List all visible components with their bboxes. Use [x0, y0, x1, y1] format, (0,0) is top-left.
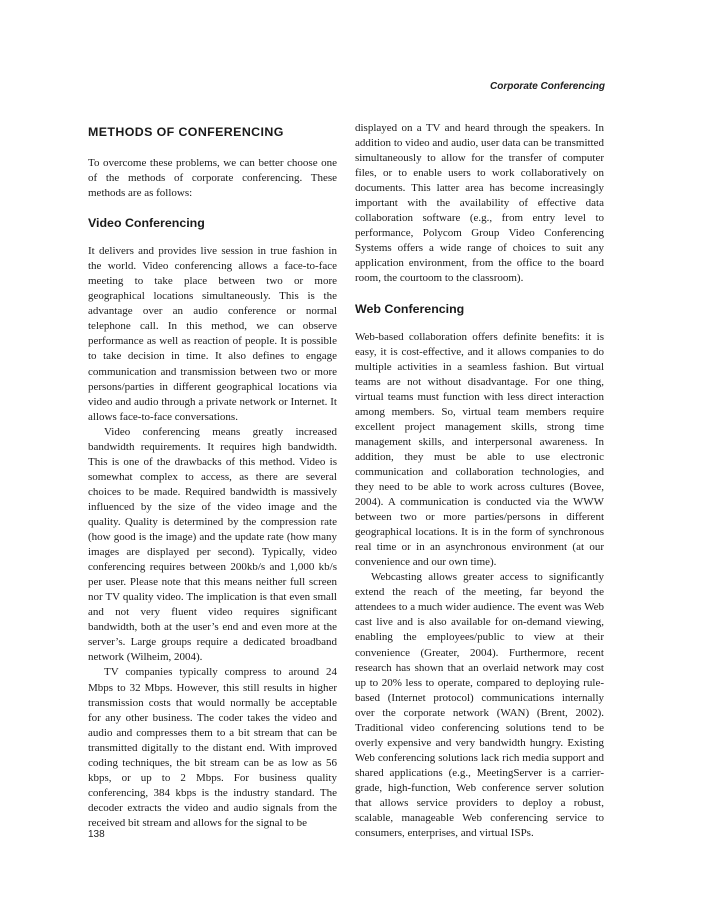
video-paragraph-1: It delivers and provides live session in true fashion in the world. Video conferencing allows a face-to-face meeting to take place between two or more geographical locations simultaneously. This is the advantage over an audio conference or normal telephone call. In this method, we can observe performance as well as reaction of people. It is possible to take decision in time. It also defines to engage communication and transmission between two or more persons/parties in different geographical locations via video and audio through a private network or Internet. It allows face-to-face conversations. [88, 245, 337, 423]
running-head: Corporate Conferencing [489, 81, 605, 92]
video-paragraph-3-continued: displayed on a TV and heard through the speakers. In addition to video and audio, user data can be transmitted simultaneously to allow for the transfer of computer files, or to enable users to work collaboratively on documents. This latter area has become increasingly important with the availability of effective data collaboration software (e.g., from entry level to performance, Polycom Group Video Conferencing Systems offers a wide range of choices to suit any application environment, from the office to the board room, the courtoom to the classroom). [355, 122, 604, 285]
video-paragraph-2: Video conferencing means greatly increased bandwidth requirements. It requires high bandwidth. This is one of the drawbacks of this method. Video is somewhat complex to access, as there are several choices to be made. Required bandwidth is massively influenced by the size of the video image and the quality. Quality is determined by the compression rate (how good is the image) and the update rate (how many images are displayed per second). Typically, video conferencing requires between 200kb/s and 1,000 kb/s per user. Please note that this means neither full screen nor TV quality video. The implication is that even small and not very fluent video requires significant bandwidth, both at the user’s end and even more at the server’s. Large groups require a dedicated broadband network (Wilheim, 2004). [88, 425, 337, 664]
section-title: METHODS OF CONFERENCING [88, 125, 284, 139]
web-paragraph-1: Web-based collaboration offers definite benefits: it is easy, it is cost-effective, and it allows companies to do multiple activities in a seamless fashion. But virtual teams are not without disadvantage. For one thing, virtual teams must function with less direct interaction among members. So, virtual team members require excellent project management skills, strong time management skills, and interpersonal awareness. In addition, they must be able to use electronic communication and collaboration technologies, and they need to be able to work across cultures (Bovee, 2004). A communication is conducted via the WWW between two or more parties/persons in different geographical locations. It is in the form of synchronous real time or in an asynchronous environment (at our convenience and our own time). [355, 330, 604, 569]
video-paragraph-3: TV companies typically compress to around 24 Mbps to 32 Mbps. However, this still results in higher transmission costs that would normally be acceptable for any other business. The coder takes the video and audio and compresses them to a bit stream that can be transmitted digitally to the distant end. With improved coding techniques, the bit stream can be as low as 56 kbps, or up to 2 Mbps. For business quality conferencing, 384 kbps is the industry standard. The decoder extracts the video and audio signals from the received bit stream and allows for the signal to be [88, 666, 337, 829]
web-conferencing-heading: Web Conferencing [355, 301, 465, 316]
left-column [88, 121, 337, 831]
page-number: 138 [88, 829, 105, 840]
intro-paragraph: To overcome these problems, we can better choose one of the methods of corporate conferencing. These methods are as follows: [88, 157, 337, 200]
right-column [355, 121, 604, 841]
video-conferencing-heading: Video Conferencing [88, 216, 205, 231]
web-paragraph-2: Webcasting allows greater access to significantly extend the reach of the meeting, far beyond the attendees to a much wider audience. The event was Web cast live and is also available for on-demand viewing, enabling the employees/public to view at their convenience (Greater, 2004). Furthermore, recent research has shown that an overlaid network may cost up to 20% less to operate, compared to deploying rule-based (Internet protocol) communications internally over the corporate network (WAN) (Brent, 2002). Traditional video conferencing solutions tend to be overly expensive and very bandwidth hungry. Existing Web conferencing solutions lack rich media support and shared applications (e.g., MeetingServer is a carrier-grade, high-function, Web conference server solution that allows service providers to deploy a robust, scalable, manageable Web conferencing service to consumers, enterprises, and virtual ISPs. [355, 571, 604, 840]
